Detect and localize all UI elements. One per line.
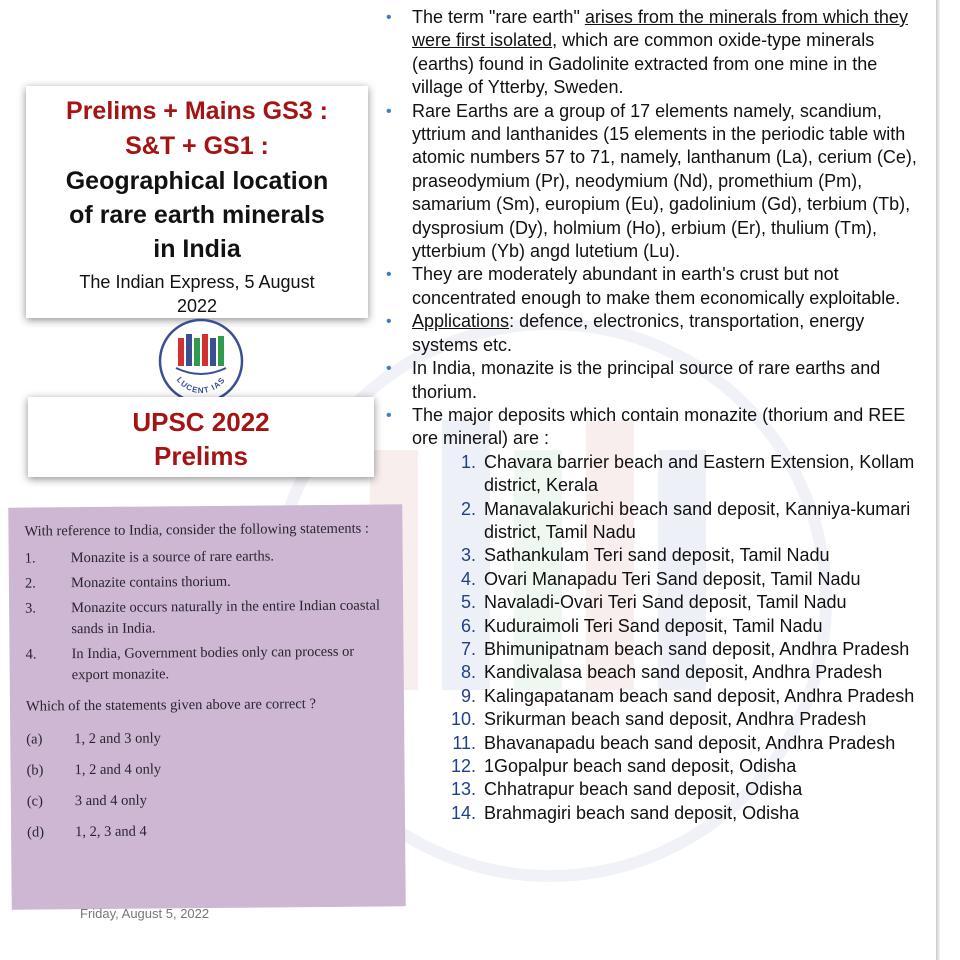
deposit-number: 2. [460,498,476,519]
bullet-text-part: , which are common oxide-type minerals (earths) found in Gadolinite extracted from one mine in the village of Ytterby, Sweden. [412,30,878,98]
statement-text: In India, Government bodies only can process or export monazite. [71,643,355,684]
question-prompt: Which of the statements given above are correct ? [25,696,316,715]
deposit-number: 9. [460,685,476,706]
statement-text: Monazite occurs naturally in the entire Indian coastal sands in India. [71,597,381,638]
bullet-text: Rare Earths are a group of 17 elements namely, scandium, yttrium and lanthanides (15 elements in the periodic table with atomic numbers 57 to 71, namely, lanthanum (La), cerium (Ce), praseodymium (Pr), neodymium (Nd), promethium (Pm), samarium (Sm), europium (Eu), gadolinium (Gd), terbium (Tb), dysprosium (Dy), holmium (Ho), erbium (Er), thulium (Tm), ytterbium (Yb) angd lutetium (Lu). [412,100,917,262]
deposit-number: 3. [460,545,476,566]
deposit-item [386,685,926,708]
deposit-item [386,732,926,755]
deposit-item [386,661,926,684]
deposit-text: Ovari Manapadu Teri Sand deposit, Tamil Nadu [484,568,861,589]
deposit-item [386,498,926,545]
deposit-number: 5. [460,592,476,613]
bullet-item [386,310,926,357]
bullet-icon: • [386,406,392,424]
deposit-text: Navaladi-Ovari Teri Sand deposit, Tamil Nadu [484,592,847,613]
deposit-text: Brahmagiri beach sand deposit, Odisha [484,802,800,823]
deposit-item [386,708,926,731]
statement-text: Monazite is a source of rare earths. [70,548,275,567]
deposit-number: 8. [460,662,476,683]
deposit-item [386,638,926,661]
deposit-item [386,615,926,638]
question-statement [25,641,389,686]
bullet-text: The major deposits which contain monazite (thorium and REE ore mineral) are : [412,404,906,449]
option-text: 1, 2 and 4 only [74,761,162,779]
bullet-text-underlined: Applications [412,311,510,332]
source-line-1: The Indian Express, 5 August [79,272,315,292]
deposit-item [386,802,926,825]
bullet-item [386,404,926,451]
logo-text: LUCENT IAS [174,375,228,396]
option-label: (b) [26,762,44,779]
deposit-number: 13. [450,779,476,800]
statement-number: 3. [25,600,37,617]
option-label: (c) [26,793,43,810]
bullet-text [412,310,926,357]
deposit-text: 1Gopalpur beach sand deposit, Odisha [484,756,797,776]
statement-number: 4. [25,646,37,663]
title-line-2: S&T + GS1 : [125,132,269,160]
deposit-item [386,755,926,778]
bullet-text: They are moderately abundant in earth's crust but not concentrated enough to make them economically exploitable. [412,264,901,308]
option-text: 1, 2 and 3 only [74,730,161,748]
answer-option [27,788,391,811]
bullet-item [386,357,926,404]
deposit-text: Kandivalasa beach sand deposit, Andhra Pradesh [484,662,883,683]
footer-date: Friday, August 5, 2022 [80,906,210,921]
deposit-text: Srikurman beach sand deposit, Andhra Pradesh [484,709,867,730]
source-citation [26,270,368,318]
deposit-number: 10. [450,709,476,730]
title-line-3: Geographical location [65,167,329,195]
deposit-list [386,451,926,826]
deposit-item [386,451,926,498]
question-statement [25,595,389,640]
deposit-text: Kalingapatanam beach sand deposit, Andhra Pradesh [484,685,915,706]
deposit-number: 6. [460,615,476,636]
bullet-text-part: The term "rare earth" [412,7,585,27]
deposit-text: Sathankulam Teri sand deposit, Tamil Nadu [484,545,830,566]
bullet-icon: • [386,9,392,26]
lucent-ias-logo [158,318,244,404]
option-label: (d) [27,824,45,841]
bullet-icon: • [386,102,392,120]
bullet-item [386,263,926,310]
deposit-text: Chhatrapur beach sand deposit, Odisha [484,779,803,800]
upsc-line-2: Prelims [154,441,248,471]
bullet-item [386,100,926,264]
deposit-number: 14. [450,802,476,823]
statement-number: 1. [24,550,36,567]
deposit-item [386,544,926,567]
source-line-2: 2022 [176,296,218,316]
title-line-4: of rare earth minerals [69,201,325,229]
option-text: 3 and 4 only [74,792,147,810]
deposit-item [386,778,926,801]
question-snippet [8,504,405,909]
answer-option [27,819,391,842]
bullet-text [412,6,926,100]
bullet-icon: • [386,313,392,331]
title-line-1: Prelims + Mains GS3 : [66,97,328,125]
deposit-text: Bhavanapadu beach sand deposit, Andhra Pradesh [484,732,896,753]
page-edge-shadow [936,0,940,960]
answer-option [26,757,390,780]
deposit-text: Bhimunipatnam beach sand deposit, Andhra Pradesh [484,638,910,659]
bullet-text: In India, monazite is the principal source of rare earths and thorium. [412,358,881,402]
deposit-text: Chavara barrier beach and Eastern Extension, Kollam district, Kerala [484,451,915,496]
deposit-number: 1. [460,451,476,472]
deposit-item [386,591,926,614]
bullet-icon: • [386,266,392,284]
bullet-text-underlined: arises from the minerals from which they were first isolated [412,7,908,51]
deposit-number: 4. [460,568,476,589]
deposit-text: Kuduraimoli Teri Sand deposit, Tamil Nadu [484,615,823,636]
upsc-card [28,397,374,477]
deposit-number: 7. [460,638,476,659]
answer-option [26,726,390,749]
question-statement [25,545,389,569]
bullet-item [386,6,926,100]
question-intro: With reference to India, consider the following statements : [24,520,370,540]
deposit-item [386,568,926,591]
deposit-text: Manavalakurichi beach sand deposit, Kanniya-kumari district, Tamil Nadu [484,498,911,542]
option-label: (a) [26,731,43,748]
question-statement [25,570,389,594]
notes-column [386,6,926,825]
bullet-text-part: : defence, electronics, transportation, energy systems etc. [412,311,865,355]
upsc-line-1: UPSC 2022 [132,407,270,437]
statement-number: 2. [24,575,36,592]
title-line-5: in India [153,235,241,263]
option-text: 1, 2, 3 and 4 [75,823,147,841]
title-card [26,86,368,318]
statement-text: Monazite contains thorium. [70,573,231,592]
deposit-number: 11. [452,732,476,753]
deposit-number: 12. [450,756,476,776]
bullet-icon: • [386,360,392,378]
